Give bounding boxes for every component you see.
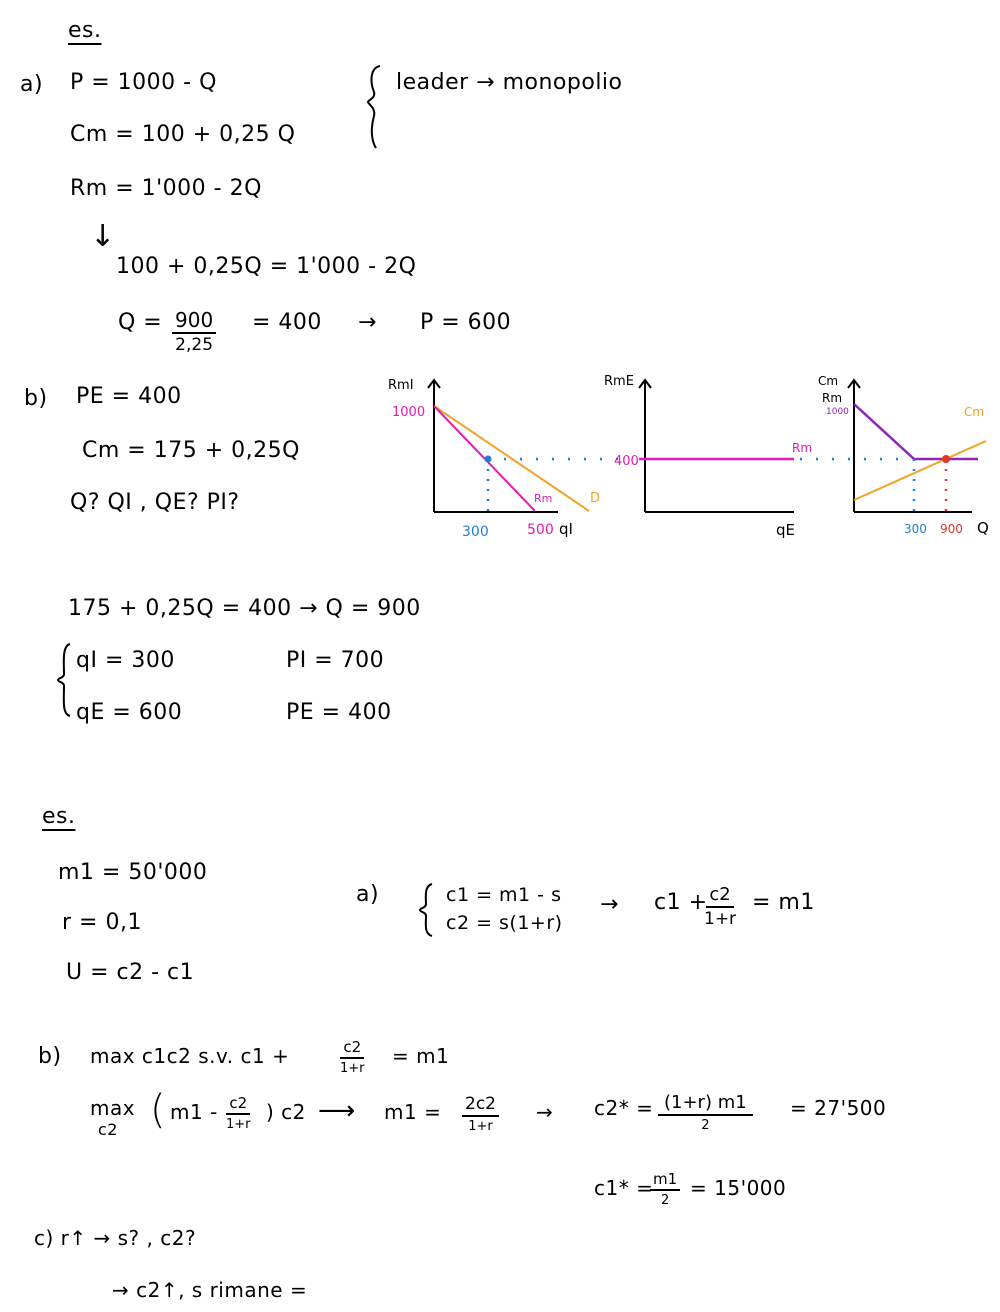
brace-icon (416, 880, 440, 940)
foc-lhs: m1 = (384, 1100, 442, 1124)
marginal-revenue-equation: Rm = 1'000 - 2Q (70, 176, 262, 201)
long-arrow-icon: ⟶ (318, 1096, 356, 1126)
part-b-label-2: b) (38, 1044, 62, 1069)
utility-function: U = c2 - c1 (66, 960, 195, 985)
c2-star-fraction (658, 1094, 753, 1132)
max-subscript: c2 (98, 1120, 118, 1139)
g1-x-label: qI (559, 520, 573, 538)
inner-denominator: 1+r (226, 1117, 251, 1132)
inner-numerator: c2 (226, 1096, 250, 1115)
g1-intersection-point (485, 456, 492, 463)
g3-y-label-rm: Rm (822, 391, 843, 405)
c1-star-fraction (650, 1172, 680, 1207)
part-a-label-2: a) (356, 882, 380, 907)
part-a-label: a) (20, 72, 44, 97)
g3-y-tick: 1000 (826, 407, 849, 417)
part-c-answer: → c2↑, s rimane = (112, 1278, 308, 1302)
new-marginal-cost: Cm = 175 + 0,25Q (82, 438, 300, 463)
budget-fraction (704, 886, 736, 928)
quantity-lhs: Q = (118, 310, 163, 335)
c1-star-denominator: 2 (660, 1193, 670, 1208)
paren-open: ( (150, 1087, 167, 1133)
c2-star-numerator: (1+r) m1 (658, 1094, 753, 1116)
c1-star-value: = 15'000 (690, 1176, 787, 1200)
g3-equilibrium-point (942, 455, 950, 463)
g3-marginal-cost-line (854, 441, 986, 500)
foc-denominator: 1+r (468, 1119, 493, 1134)
g1-d-label: D (590, 491, 601, 506)
foc-fraction (462, 1096, 499, 1133)
g3-y-label-cm: Cm (818, 374, 839, 388)
foreign-quantity: qE = 600 (76, 700, 183, 725)
g1-marginal-revenue-line (434, 406, 535, 511)
arrow-icon: → (600, 892, 619, 917)
g3-x-label: Q (977, 519, 989, 537)
g2-y-tick: 400 (614, 454, 639, 469)
g1-x-tick-300: 300 (462, 524, 489, 540)
arrow-icon: → (358, 310, 377, 335)
max-word: max (90, 1096, 136, 1120)
c1-definition: c1 = m1 - s (446, 884, 562, 906)
g1-y-tick: 1000 (392, 405, 426, 420)
marginal-cost-equation: Cm = 100 + 0,25 Q (70, 122, 296, 147)
g3-cm-label: Cm (964, 405, 985, 419)
graph-domestic (388, 378, 630, 540)
max-numerator: c2 (340, 1040, 364, 1059)
foreign-price-result: PE = 400 (286, 700, 392, 725)
inner-fraction (226, 1096, 251, 1131)
g1-rm-label: Rm (534, 492, 553, 505)
interest-rate: r = 0,1 (62, 910, 142, 935)
g1-x-tick-500: 500 (527, 522, 554, 538)
exercise-1-heading: es. (68, 18, 102, 43)
g3-marginal-revenue-line (854, 404, 978, 459)
g3-x-tick-900: 900 (940, 522, 963, 536)
max-denominator: 1+r (340, 1061, 365, 1076)
foreign-price: PE = 400 (76, 384, 182, 409)
quantity-result: = 400 (252, 310, 322, 335)
g3-x-tick-300: 300 (904, 522, 927, 536)
domestic-price: PI = 700 (286, 648, 385, 673)
down-arrow-icon: ↓ (90, 219, 116, 254)
leader-note: leader → monopolio (396, 70, 623, 95)
graph-foreign (604, 374, 900, 539)
c1-star-numerator: m1 (650, 1172, 680, 1191)
solve-line: 175 + 0,25Q = 400 → Q = 900 (68, 596, 421, 621)
foc-numerator: 2c2 (462, 1096, 499, 1117)
quantity-numerator: 900 (172, 310, 216, 334)
quantity-denominator: 2,25 (175, 335, 214, 355)
equilibrium-equation: 100 + 0,25Q = 1'000 - 2Q (116, 254, 417, 279)
budget-numerator: c2 (706, 886, 733, 908)
brace-icon (54, 640, 78, 720)
arrow-icon: → (536, 1100, 554, 1124)
g2-rm-label: Rm (792, 441, 813, 455)
domestic-quantity: qI = 300 (76, 648, 175, 673)
c1-star-lhs: c1* = (594, 1176, 654, 1200)
c2-star-lhs: c2* = (594, 1096, 654, 1120)
price-result: P = 600 (420, 310, 512, 335)
g2-y-label: RmE (604, 374, 634, 389)
graph-total (818, 374, 989, 537)
budget-denominator: 1+r (704, 909, 737, 929)
g1-y-label: RmI (388, 378, 414, 393)
budget-rhs: = m1 (752, 890, 815, 915)
unknowns: Q? QI , QE? PI? (70, 490, 240, 515)
g2-x-label: qE (776, 521, 795, 539)
c2-star-value: = 27'500 (790, 1096, 887, 1120)
c2-star-denominator: 2 (701, 1118, 710, 1133)
m1-minus: m1 - (170, 1100, 218, 1124)
max-fraction (340, 1040, 365, 1075)
max-problem: max c1c2 s.v. c1 + (90, 1044, 290, 1068)
paren-close: ) c2 (266, 1100, 306, 1124)
part-c-question: c) r↑ → s? , c2? (34, 1226, 197, 1250)
g1-demand-line (434, 406, 589, 511)
demand-equation: P = 1000 - Q (70, 70, 217, 95)
exercise-2-heading: es. (42, 804, 76, 829)
c2-definition: c2 = s(1+r) (446, 912, 563, 934)
income-value: m1 = 50'000 (58, 860, 208, 885)
budget-lhs: c1 + (654, 890, 708, 915)
market-graphs (0, 0, 1000, 560)
part-b-label: b) (24, 386, 48, 411)
max-rhs: = m1 (392, 1044, 450, 1068)
